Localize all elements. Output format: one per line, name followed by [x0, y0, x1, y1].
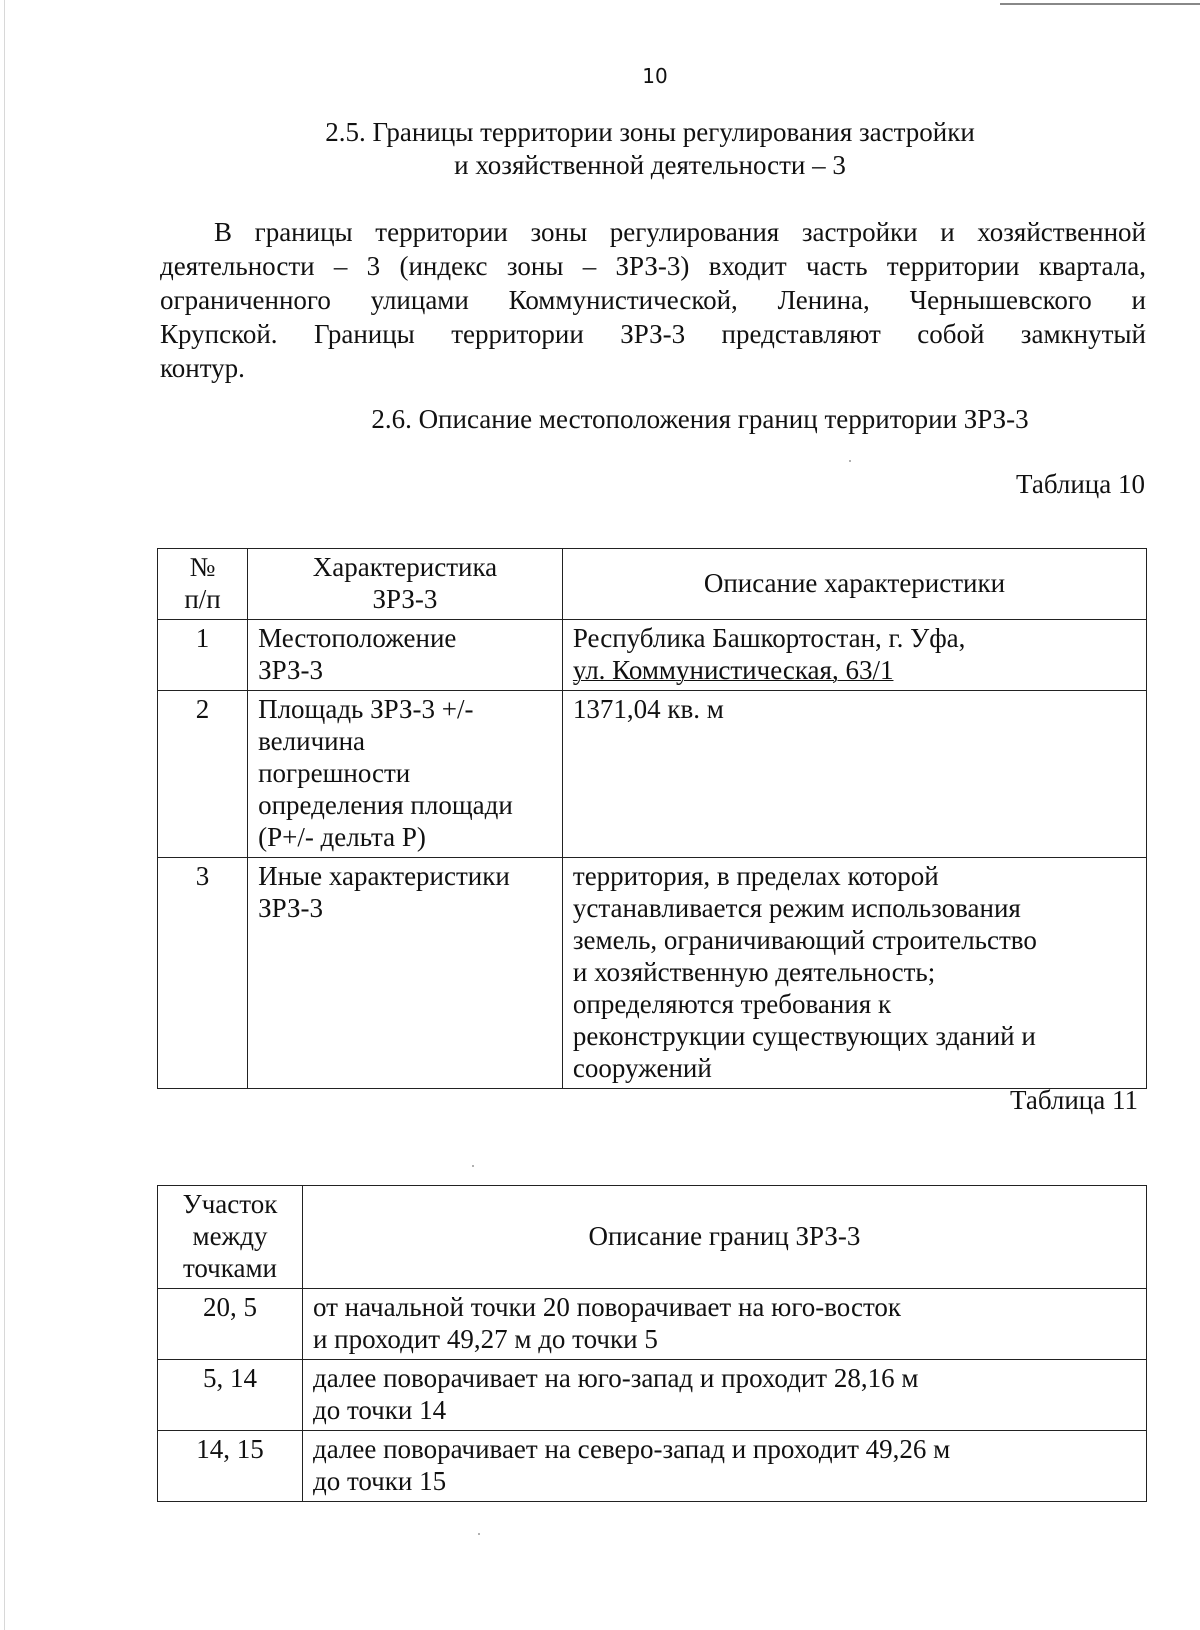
table-11 — [157, 1185, 1147, 1502]
row-characteristic: Местоположение ЗРЗ-3 — [248, 620, 563, 691]
table-10-caption: Таблица 10 — [1016, 469, 1145, 499]
row-description: территория, в пределах которой устанавливается режим использования земель, ограничивающий строительство и хозяйственную деятельность; определяются требования к реконструкции существующих зданий и сооружений — [562, 858, 1146, 1089]
section-2-5-heading — [150, 116, 1150, 182]
row-segment: 5, 14 — [158, 1360, 303, 1431]
row-characteristic: Площадь ЗРЗ-3 +/- величина погрешности определения площади (P+/- дельта P) — [248, 691, 563, 858]
paragraph-line: В границы территории зоны регулирования застройки и хозяйственной — [214, 217, 1146, 247]
paragraph-line: Крупской. Границы территории ЗРЗ-3 представляют собой замкнутый — [160, 319, 1146, 349]
row-boundary-description: далее поворачивает на северо-запад и проходит 49,26 м до точки 15 — [302, 1431, 1146, 1502]
table-header-row — [158, 1186, 1147, 1289]
scan-speck — [849, 460, 851, 462]
table-row — [158, 1431, 1147, 1502]
header-characteristic: Характеристика ЗРЗ-3 — [248, 549, 563, 620]
scan-edge-left — [4, 0, 5, 1630]
table-row — [158, 691, 1147, 858]
table-row — [158, 858, 1147, 1089]
section-2-5-title-line-2: и хозяйственной деятельности – 3 — [454, 150, 846, 180]
table-row — [158, 1360, 1147, 1431]
row-description: Республика Башкортостан, г. Уфа, ул. Коммунистическая, 63/1 — [562, 620, 1146, 691]
table-row — [158, 620, 1147, 691]
table-row — [158, 1289, 1147, 1360]
table-11-caption: Таблица 11 — [1010, 1085, 1138, 1115]
row-boundary-description: далее поворачивает на юго-запад и проходит 28,16 м до точки 14 — [302, 1360, 1146, 1431]
row-number: 3 — [158, 858, 248, 1089]
paragraph-line: ограниченного улицами Коммунистической, Ленина, Чернышевского и — [160, 285, 1146, 315]
scan-speck — [478, 1533, 480, 1535]
header-num: № п/п — [158, 549, 248, 620]
scan-edge-top — [1000, 3, 1200, 5]
section-2-6-heading: 2.6. Описание местоположения границ территории ЗРЗ-3 — [371, 404, 1029, 434]
header-description: Описание характеристики — [562, 549, 1146, 620]
row-number: 2 — [158, 691, 248, 858]
paragraph-line: контур. — [160, 353, 245, 383]
table-10 — [157, 548, 1147, 1089]
row-segment: 14, 15 — [158, 1431, 303, 1502]
header-boundary-description: Описание границ ЗРЗ-3 — [302, 1186, 1146, 1289]
row-boundary-description: от начальной точки 20 поворачивает на юго-восток и проходит 49,27 м до точки 5 — [302, 1289, 1146, 1360]
paragraph-line: деятельности – 3 (индекс зоны – ЗРЗ-3) входит часть территории квартала, — [160, 251, 1146, 281]
header-segment: Участок между точками — [158, 1186, 303, 1289]
scan-speck — [472, 1165, 474, 1167]
section-2-5-paragraph — [160, 215, 1146, 385]
row-characteristic: Иные характеристики ЗРЗ-3 — [248, 858, 563, 1089]
row-segment: 20, 5 — [158, 1289, 303, 1360]
page-number: 10 — [642, 64, 668, 88]
table-header-row — [158, 549, 1147, 620]
section-2-5-title-line-1: 2.5. Границы территории зоны регулирования застройки — [325, 117, 975, 147]
row-description: 1371,04 кв. м — [562, 691, 1146, 858]
row-number: 1 — [158, 620, 248, 691]
